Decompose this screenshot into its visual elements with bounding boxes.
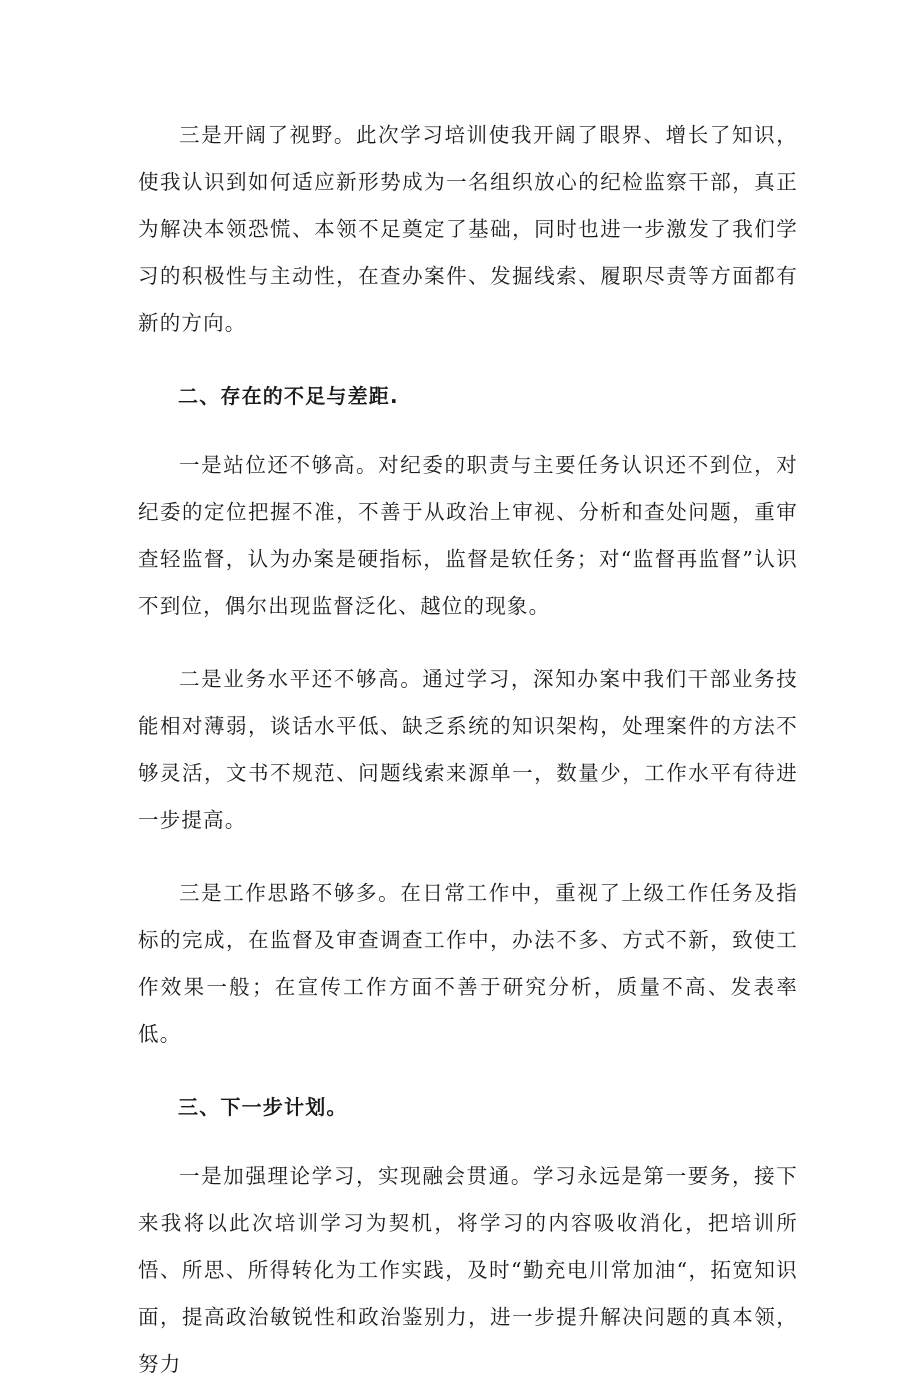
document-body [138, 112, 798, 1388]
section-heading-next-plan: 三、下一步计划。 [178, 1095, 348, 1119]
section-heading-shortcomings: 二、存在的不足与差距. [178, 384, 399, 408]
paragraph-position-not-high: 一是站位还不够高。对纪委的职责与主要任务认识还不到位，对纪委的定位把握不准，不善于从政治上审视、分析和查处问题，重审查轻监督，认为办案是硬指标，监督是软任务；对“监督再监督”认识不到位，偶尔出现监督泛化、越位的现象。 [138, 453, 798, 618]
paragraph-broadened-horizons: 三是开阔了视野。此次学习培训使我开阔了眼界、增长了知识，使我认识到如何适应新形势成为一名组织放心的纪检监察干部，真正为解决本领恐慌、本领不足奠定了基础，同时也进一步激发了我们学习的积极性与主动性，在查办案件、发掘线索、履职尽责等方面都有新的方向。 [138, 123, 798, 335]
paragraph-work-ideas: 三是工作思路不够多。在日常工作中，重视了上级工作任务及指标的完成，在监督及审查调查工作中，办法不多、方式不新，致使工作效果一般；在宣传工作方面不善于研究分析，质量不高、发表率低。 [138, 881, 798, 1046]
paragraph-theory-study: 一是加强理论学习，实现融会贯通。学习永远是第一要务，接下来我将以此次培训学习为契机，将学习的内容吸收消化，把培训所悟、所思、所得转化为工作实践，及时“勤充电川常加油“，拓宽知识面，提高政治敏锐性和政治鉴别力，进一步提升解决问题的真本领，努力 [138, 1164, 798, 1376]
paragraph-business-level: 二是业务水平还不够高。通过学习，深知办案中我们干部业务技能相对薄弱，谈话水平低、缺乏系统的知识架构，处理案件的方法不够灵活，文书不规范、问题线索来源单一，数量少，工作水平有待进一步提高。 [138, 667, 798, 832]
